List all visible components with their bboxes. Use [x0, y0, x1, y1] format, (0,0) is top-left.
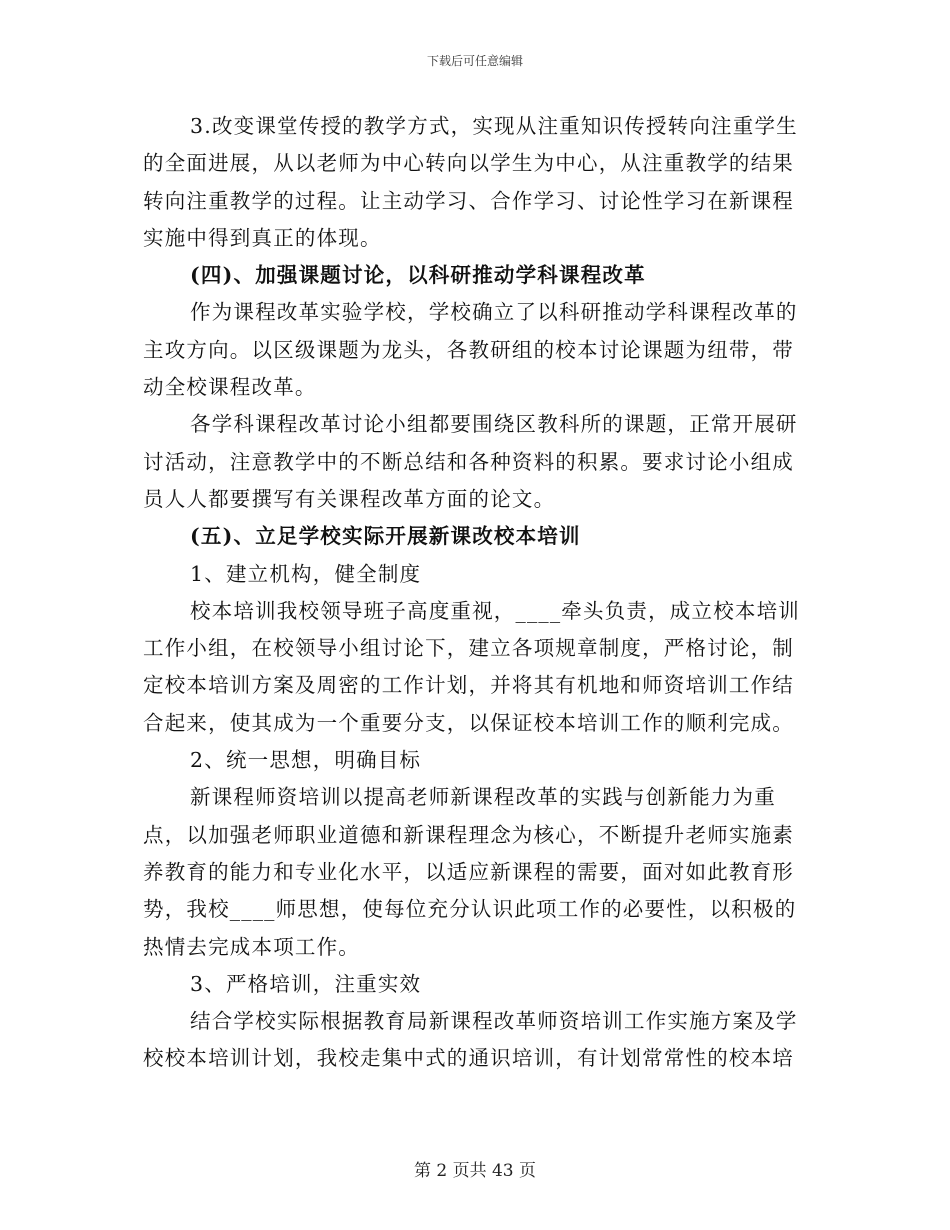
paragraph-organization: 校本培训我校领导班子高度重视，____牵头负责，成立校本培训工作小组，在校领导小组讨论下，建立各项规章制度，严格讨论，制定校本培训方案及周密的工作计划，并将其有机地和师资培训工作结合起来，使其成为一个重要分支，以保证校本培训工作的顺利完成。: [143, 598, 800, 735]
page-header: 下载后可任意编辑: [426, 54, 523, 68]
subheading-2: 2、统一思想，明确目标: [190, 748, 422, 773]
subheading-3: 3、严格培训，注重实效: [190, 971, 422, 996]
document-body: [143, 108, 803, 1078]
paragraph-training: 结合学校实际根据教育局新课程改革师资培训工作实施方案及学校校本培训计划，我校走集中式的通识培训，有计划常常性的校本培: [143, 1009, 798, 1071]
section-heading-5: (五)、立足学校实际开展新课改校本培训: [190, 524, 581, 549]
paragraph-goals: 新课程师资培训以提高老师新课程改革的实践与创新能力为重点，以加强老师职业道德和新课程理念为核心，不断提升老师实施素养教育的能力和专业化水平，以适应新课程的需要，面对如此教育形势，我校____师思想，使每位充分认识此项工作的必要性，以积极的热情去完成本项工作。: [143, 785, 797, 959]
paragraph-item-3: 3.改变课堂传授的教学方式，实现从注重知识传授转向注重学生的全面进展，从以老师为中心转向以学生为中心，从注重教学的结果转向注重教学的过程。让主动学习、合作学习、讨论性学习在新课程实施中得到真正的体现。: [143, 114, 798, 250]
subheading-1: 1、建立机构，健全制度: [190, 561, 422, 586]
section-heading-4: (四)、加强课题讨论，以科研推动学科课程改革: [190, 263, 646, 288]
paragraph-research-groups: 各学科课程改革讨论小组都要围绕区教科所的课题，正常开展研讨活动，注意教学中的不断总结和各种资料的积累。要求讨论小组成员人人都要撰写有关课程改革方面的论文。: [143, 412, 798, 511]
paragraph-research-direction: 作为课程改革实验学校，学校确立了以科研推动学科课程改革的主攻方向。以区级课题为龙头，各教研组的校本讨论课题为纽带，带动全校课程改革。: [143, 300, 798, 400]
page-footer: 第 2 页共 43 页: [413, 1161, 537, 1181]
